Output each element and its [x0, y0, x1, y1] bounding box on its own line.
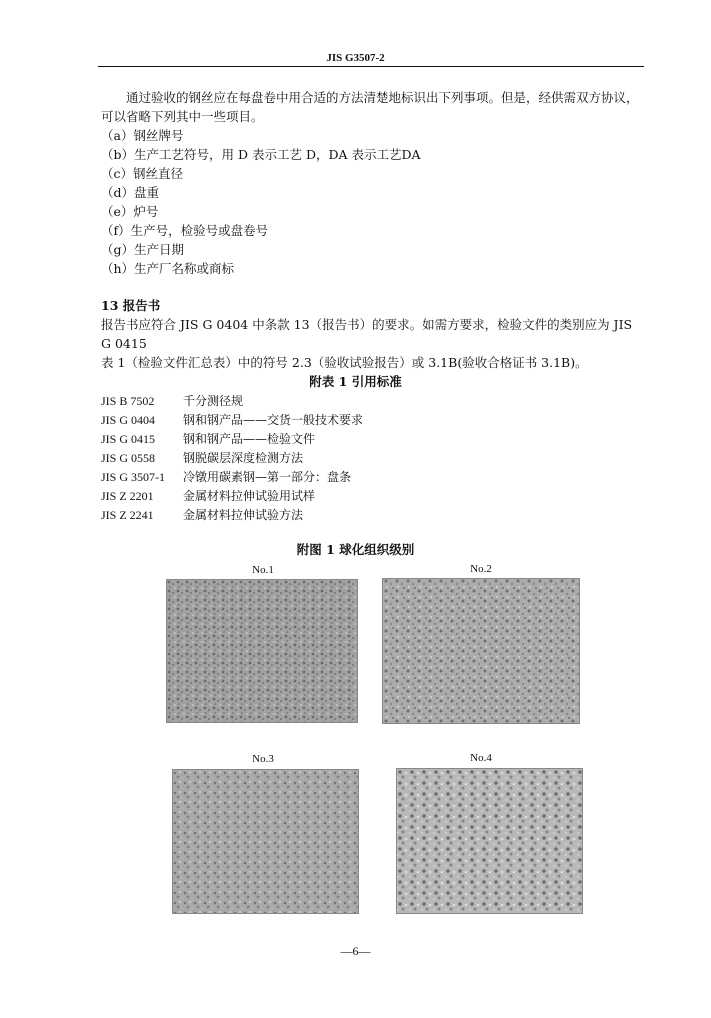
ref-code: JIS G 0404 [101, 413, 156, 427]
list-item: （h）生产厂名称或商标 [101, 261, 235, 276]
ref-code: JIS B 7502 [101, 394, 155, 408]
marking-intro [101, 88, 646, 126]
ref-code: JIS Z 2201 [101, 489, 154, 503]
ref-code: JIS Z 2241 [101, 508, 154, 522]
marking-intro-line2: 可以省略下列其中一些项目。 [101, 109, 264, 124]
panel-label-no1: No.1 [252, 564, 274, 576]
marking-intro-line1: 通过验收的钢丝应在每盘卷中用合适的方法清楚地标识出下列事项。但是，经供需双方协议， [126, 90, 639, 105]
ref-code: JIS G 0558 [101, 451, 156, 465]
table-row [101, 487, 363, 506]
section-13-line2: 表 1（检验文件汇总表）中的符号 2.3（验收试验报告）或 3.1B(验收合格证书 3.1B)。 [101, 355, 588, 370]
list-item: （e）炉号 [101, 204, 159, 219]
ref-code: JIS G 3507-1 [101, 470, 166, 484]
micrograph-texture [167, 580, 357, 722]
micrograph-texture [173, 770, 358, 913]
micrograph-no4 [396, 768, 583, 914]
list-item: （d）盘重 [101, 185, 160, 200]
ref-name: 钢和钢产品——检验文件 [183, 432, 316, 446]
table-row [101, 411, 363, 430]
table-row [101, 449, 363, 468]
panel-label-no2: No.2 [470, 563, 492, 575]
list-item: （f）生产号，检验号或盘卷号 [101, 223, 269, 238]
list-item: （a）钢丝牌号 [101, 128, 184, 143]
list-item: （b）生产工艺符号，用 D 表示工艺 D，DA 表示工艺DA [101, 147, 421, 162]
marking-items-list [101, 126, 641, 278]
header-rule [98, 66, 644, 67]
ref-name: 金属材料拉伸试验用试样 [183, 489, 316, 503]
panel-label-no3: No.3 [252, 753, 274, 765]
page-number: —6— [340, 944, 371, 958]
ref-name: 钢和钢产品——交货一般技术要求 [183, 413, 364, 427]
appendix-figure-title: 附图 1 球化组织级别 [296, 542, 415, 557]
table-row [101, 468, 363, 487]
ref-name: 金属材料拉伸试验方法 [183, 508, 304, 522]
list-item: （g）生产日期 [101, 242, 185, 257]
appendix-table-title: 附表 1 引用标准 [309, 374, 402, 389]
micrograph-no3 [172, 769, 359, 914]
reference-standards-table [101, 392, 363, 525]
section-13-line1: 报告书应符合 JIS G 0404 中条款 13（报告书）的要求。如需方要求，检验文件的类别应为 JIS G 0415 [101, 317, 633, 351]
micrograph-no1 [166, 579, 358, 723]
section-13-heading: 13 报告书 [101, 298, 161, 313]
section-13-body [101, 315, 646, 372]
header-title: JIS G3507-2 [326, 52, 385, 64]
micrograph-no2 [382, 578, 580, 724]
table-row [101, 506, 363, 525]
ref-name: 冷镦用碳素钢—第一部分：盘条 [183, 470, 352, 484]
list-item: （c）钢丝直径 [101, 166, 184, 181]
micrograph-texture [383, 579, 579, 723]
table-row [101, 430, 363, 449]
panel-label-no4: No.4 [470, 752, 492, 764]
ref-name: 千分测径规 [183, 394, 244, 408]
ref-code: JIS G 0415 [101, 432, 156, 446]
table-row [101, 392, 363, 411]
micrograph-texture [397, 769, 582, 913]
ref-name: 钢脱碳层深度检测方法 [183, 451, 304, 465]
